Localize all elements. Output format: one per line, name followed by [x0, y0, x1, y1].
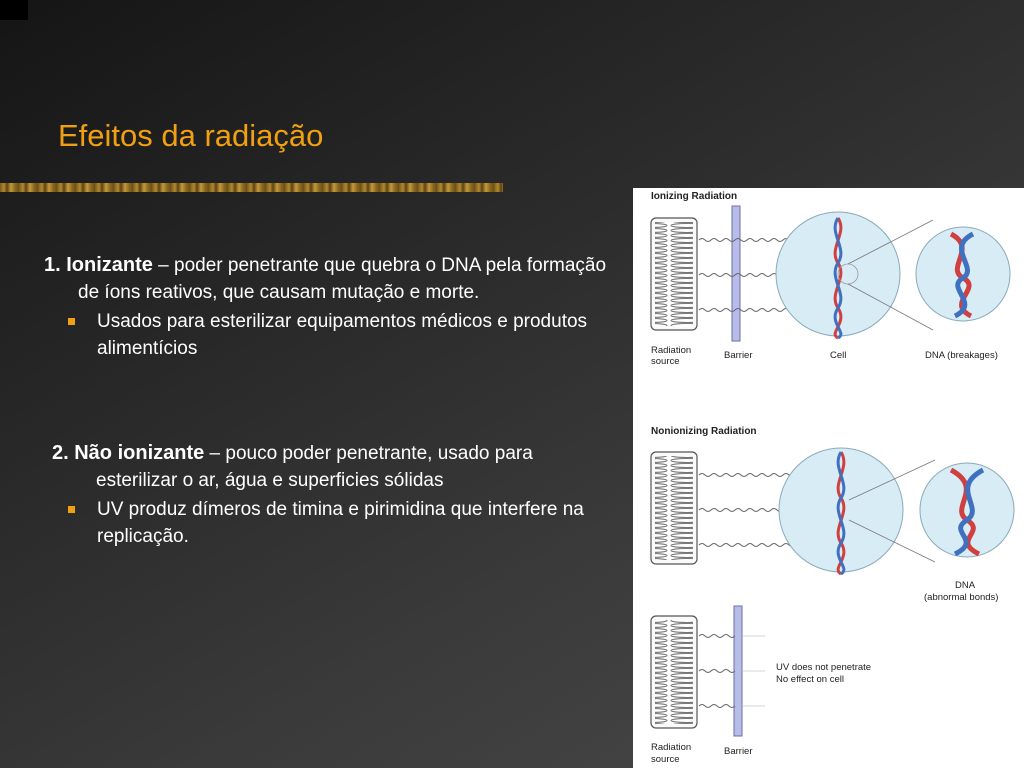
item-ionizing: [44, 252, 624, 362]
nonionizing-title: Nonionizing Radiation: [651, 426, 757, 437]
radiation-source2-label-line2: source: [651, 754, 680, 765]
item-ionizing-dash: –: [152, 255, 175, 276]
item-ionizing-heading: 1. Ionizante: [44, 254, 153, 276]
barrier-uv: [734, 606, 742, 736]
item-ionizing-text: poder penetrante que quebra o DNA pela formação de íons reativos, que causam mutação e morte.: [78, 255, 607, 303]
corner-mark: [0, 0, 28, 20]
item-nonionizing-bullet-text: UV produz dímeros de timina e pirimidina que interfere na replicação.: [97, 499, 584, 547]
item-ionizing-bullet-text: Usados para esterilizar equipamentos médicos e produtos alimentícios: [97, 311, 588, 359]
radiation-source-uv: [651, 616, 697, 728]
title-divider: [0, 183, 503, 192]
barrier-label: Barrier: [724, 350, 753, 361]
bullet-square-icon: [68, 318, 75, 325]
dna-breakages-label: DNA (breakages): [925, 350, 998, 361]
radiation-source-label-line2: source: [651, 356, 680, 367]
ionizing-title: Ionizing Radiation: [651, 191, 738, 202]
uv-no-effect-label: No effect on cell: [776, 674, 844, 685]
radiation-diagram: [633, 188, 1024, 768]
cell-label: Cell: [830, 350, 847, 361]
barrier2-label: Barrier: [724, 746, 753, 757]
uv-dotted-lines: [743, 636, 765, 706]
item-nonionizing-dash: –: [204, 443, 226, 464]
abnormal-bonds-label: (abnormal bonds): [924, 592, 999, 603]
slide-title: Efeitos da radiação: [58, 118, 324, 153]
radiation-source-nonionizing: [651, 452, 697, 564]
radiation-source-label-line1: Radiation: [651, 345, 692, 356]
uv-no-penetrate-label: UV does not penetrate: [776, 662, 872, 673]
radiation-source-ionizing: [651, 218, 697, 330]
item-nonionizing: [52, 440, 612, 550]
radiation-figure: [633, 188, 1024, 768]
item-nonionizing-bullet: [52, 496, 612, 550]
item-nonionizing-text: pouco poder penetrante, usado para esterilizar o ar, água e superficies sólidas: [96, 443, 533, 491]
item-nonionizing-main: [52, 440, 612, 494]
item-ionizing-main: [44, 252, 624, 306]
item-ionizing-bullet: [44, 308, 624, 362]
dna-label: DNA: [955, 580, 976, 591]
radiation-waves-uv: [699, 635, 735, 708]
cell-nonionizing: [779, 448, 903, 572]
item-nonionizing-heading: 2. Não ionizante: [52, 442, 205, 464]
radiation-source2-label-line1: Radiation: [651, 742, 692, 753]
bullet-square-icon: [68, 506, 75, 513]
